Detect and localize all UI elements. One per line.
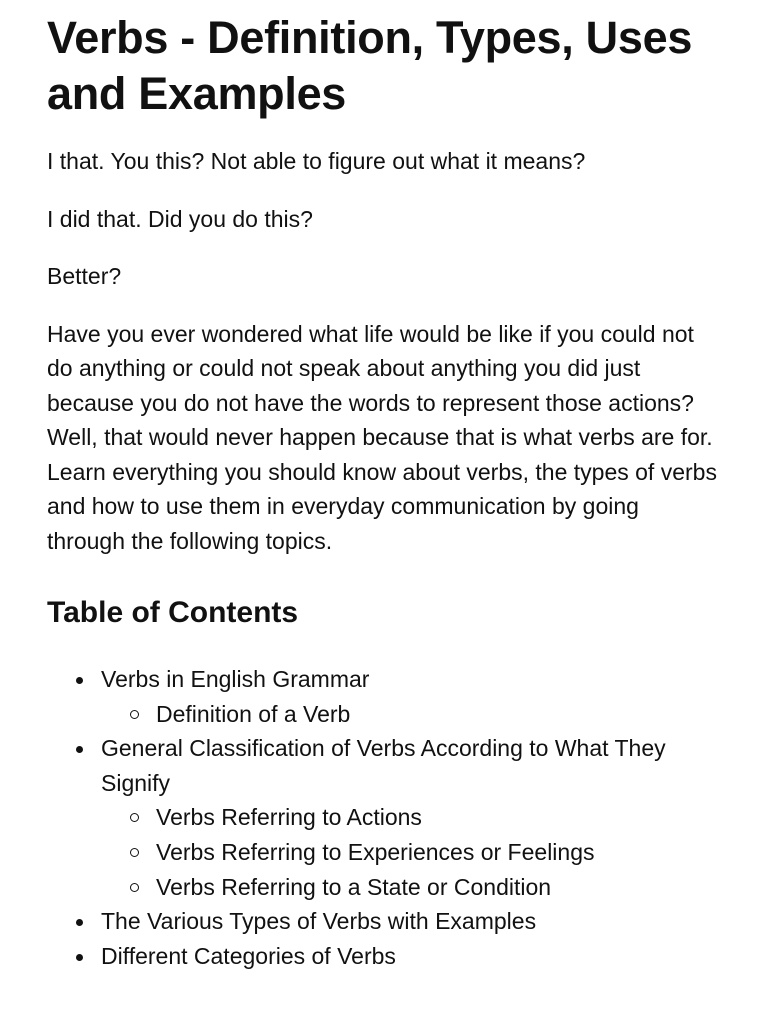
circle-bullet-icon — [130, 848, 139, 857]
circle-bullet-icon — [130, 883, 139, 892]
toc-item-label[interactable]: Different Categories of Verbs — [101, 942, 396, 969]
toc-subitem-label[interactable]: Verbs Referring to Actions — [156, 804, 422, 831]
toc-item[interactable] — [47, 904, 720, 939]
toc-subitem[interactable] — [101, 697, 720, 732]
disc-bullet-icon — [76, 677, 83, 684]
toc-subitem-label[interactable]: Verbs Referring to Experiences or Feelings — [156, 838, 595, 865]
table-of-contents — [47, 662, 720, 973]
toc-heading: Table of Contents — [47, 596, 299, 629]
toc-subitem-label[interactable]: Verbs Referring to a State or Condition — [156, 873, 552, 900]
page-title: Verbs - Definition, Types, Uses and Examples — [47, 12, 693, 119]
disc-bullet-icon — [76, 954, 83, 961]
toc-item-label[interactable]: General Classification of Verbs According to What They Signify — [101, 735, 666, 796]
intro-paragraph-3: Better? — [47, 263, 122, 289]
toc-subitem[interactable] — [101, 835, 720, 870]
toc-subitem[interactable] — [101, 870, 720, 905]
circle-bullet-icon — [130, 710, 139, 719]
toc-item[interactable] — [47, 939, 720, 974]
disc-bullet-icon — [76, 746, 83, 753]
toc-sublist — [101, 697, 720, 732]
circle-bullet-icon — [130, 813, 139, 822]
disc-bullet-icon — [76, 919, 83, 926]
toc-item-label[interactable]: Verbs in English Grammar — [101, 666, 370, 692]
toc-item[interactable] — [47, 662, 720, 731]
intro-paragraph-4: Have you ever wondered what life would be like if you could not do anything or could not speak about anything you did just because you do not have the words to represent those actions? Well, that would never happen because that is what verbs are for. Learn everything you should know about verbs, the types of verbs and how to use them in everyday communication by going through the following topics. — [47, 320, 717, 554]
toc-item[interactable] — [47, 731, 720, 904]
toc-subitem[interactable] — [101, 800, 720, 835]
toc-sublist — [101, 800, 720, 904]
toc-item-label[interactable]: The Various Types of Verbs with Examples — [101, 908, 537, 935]
intro-paragraph-1: I that. You this? Not able to figure out what it means? — [47, 148, 586, 174]
intro-paragraph-2: I did that. Did you do this? — [47, 205, 313, 232]
toc-subitem-label[interactable]: Definition of a Verb — [156, 700, 351, 727]
